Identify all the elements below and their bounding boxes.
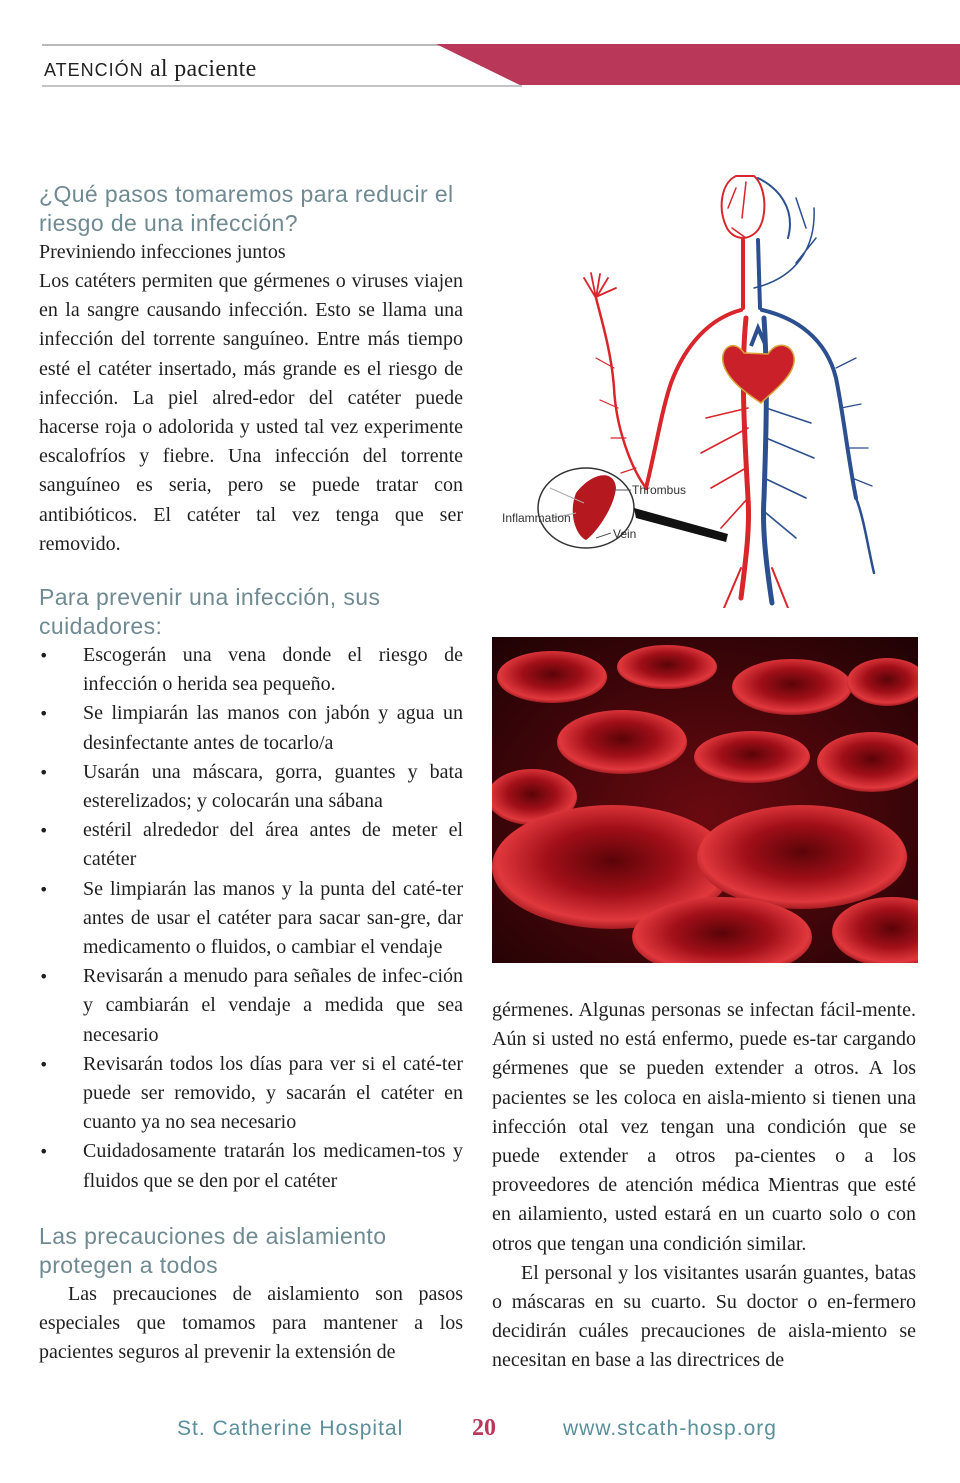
right-column (492, 996, 916, 1376)
caregiver-list (39, 641, 463, 1196)
list-item: • Revisarán a menudo para señales de infec-ción y cambiarán el vendaje a medida que sea necesario (39, 962, 463, 1050)
footer-hospital-name: St. Catherine Hospital (177, 1417, 404, 1440)
label-vein: Vein (613, 527, 637, 541)
section-title-caps: ATENCIÓN (44, 60, 144, 80)
heading-prevent-infection: Para prevenir una infección, sus cuidadores: (39, 584, 381, 640)
header-accent-band (436, 44, 960, 85)
paragraph-staff-visitors: El personal y los visitantes usarán guantes, batas o máscaras en su cuarto. Su doctor o en-fermero decidirán cuáles precauciones de aisla-miento se necesitan en base a las directrices de (492, 1261, 916, 1372)
page-number: 20 (472, 1415, 496, 1441)
list-item: • Se limpiarán las manos y la punta del caté-ter antes de usar el catéter para sacar san-gre, dar medicamento o fluidos, o cambiar el vendaje (39, 875, 463, 963)
paragraph-isolation-left: Las precauciones de aislamiento son pasos especiales que tomamos para mantener a los pacientes seguros al prevenir la extensión de (39, 1282, 463, 1364)
header-rule-top (42, 44, 472, 46)
section-title-rest: al paciente (143, 56, 257, 82)
list-item: • Revisarán todos los días para ver si el caté-ter puede ser removido, y sacarán el catéter en cuanto ya no sea necesario (39, 1050, 463, 1138)
left-column (39, 180, 463, 1368)
label-thrombus: Thrombus (632, 483, 687, 497)
list-item: • estéril alrededor del área antes de meter el catéter (39, 816, 463, 874)
section-title (44, 56, 257, 83)
paragraph-isolation-right: gérmenes. Algunas personas se infectan fácil-mente. Aún si usted no está enfermo, puede es-tar cargando gérmenes que se pueden extender a otros. A los pacientes se les coloca en aisla-miento si tienen una infección otal vez tengan una condición que se puede extender a otros pa-cientes o a los proveedores de atención médica Mientras que esté en ailamiento, usted estará en un cuarto solo o con otros que tengan una condición similar. (492, 999, 916, 1255)
heading-isolation: Las precauciones de aislamiento protegen a todos (39, 1222, 387, 1278)
footer-website-link[interactable]: www.stcath-hosp.org (563, 1417, 777, 1440)
circulatory-system-illustration (496, 168, 916, 608)
list-item: • Usarán una máscara, gorra, guantes y bata esterelizados; y colocarán una sábana (39, 758, 463, 816)
label-inflammation: Inflammation (502, 511, 571, 525)
subheading-preventing: Previniendo infecciones juntos (39, 241, 286, 263)
paragraph-catheter-infection: Los catéters permiten que gérmenes o viruses viajen en la sangre causando infección. Esto se llama una infección del torrente sanguíneo. Entre más tiempo esté el catéter insertado, más grande es el riesgo de infección. La piel alred-edor del catéter puede hacerse roja o adolorida y usted tal vez experimente escalofríos y fiebre. Una infección del torrente sanguíneo es seria, pero se puede tratar con antibióticos. El catéter tal vez tenga que ser removido. (39, 270, 463, 555)
list-item: • Se limpiarán las manos con jabón y agua un desinfectante antes de tocarlo/a (39, 699, 463, 757)
heading-reduce-risk: ¿Qué pasos tomaremos para reducir el riesgo de una infección? (39, 181, 454, 236)
header-rule-bottom (42, 85, 522, 87)
list-item: • Cuidadosamente tratarán los medicamen-tos y fluidos que se den por el catéter (39, 1137, 463, 1195)
list-item: • Escogerán una vena donde el riesgo de infección o herida sea pequeño. (39, 641, 463, 699)
page-footer (0, 1417, 960, 1449)
red-blood-cells-image (492, 637, 918, 963)
